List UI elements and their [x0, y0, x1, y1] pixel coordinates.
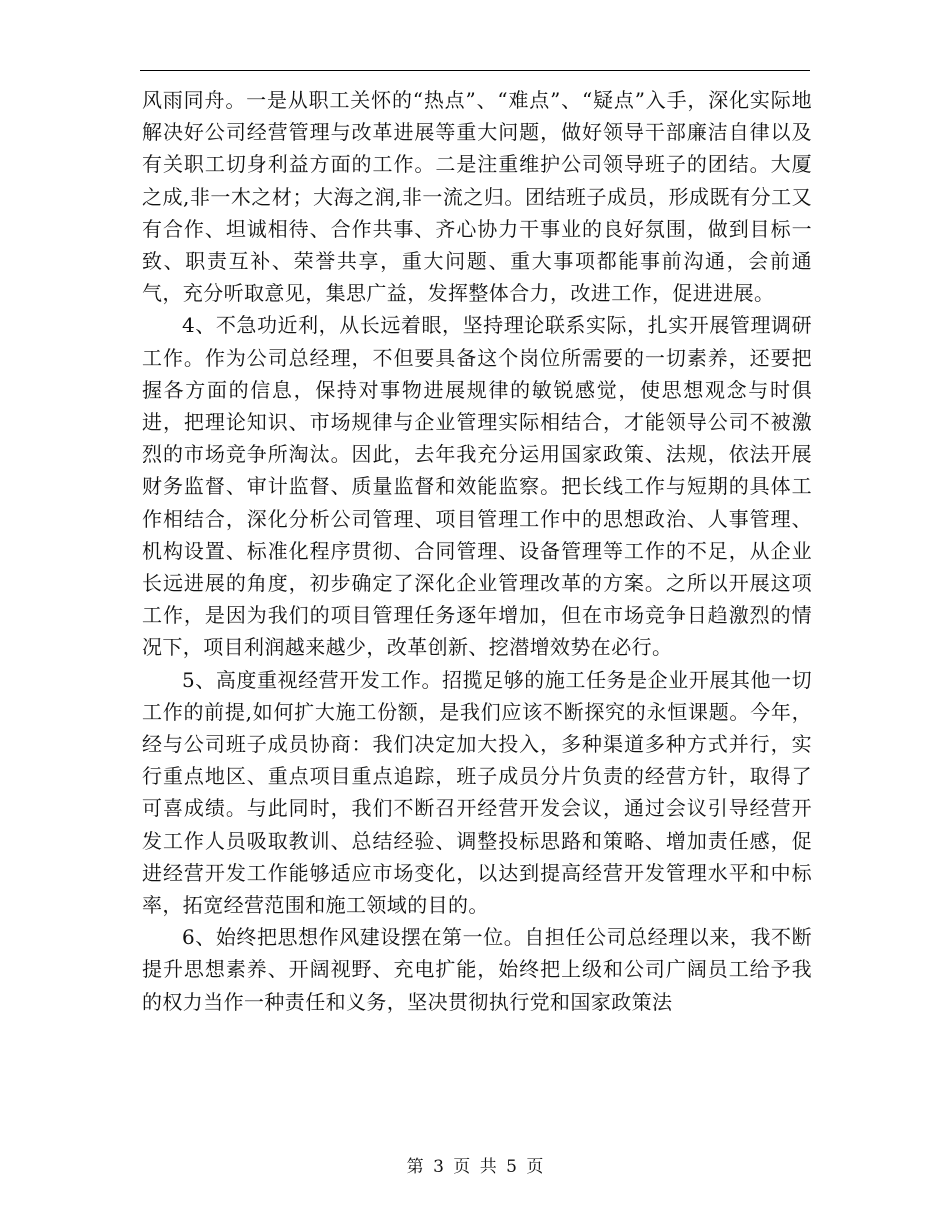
paragraph-item-5: 5、高度重视经营开发工作。招揽足够的施工任务是企业开展其他一切工作的前提,如何扩大施工份额，是我们应该不断探究的永恒课题。今年，经与公司班子成员协商：我们决定加大投入，多种渠道多种方式并行，实行重点地区、重点项目重点追踪，班子成员分片负责的经营方针，取得了可喜成绩。与此同时，我们不断召开经营开发会议，通过会议引导经营开发工作人员吸取教训、总结经验、调整投标思路和策略、增加责任感，促进经营开发工作能够适应市场变化，以达到提高经营开发管理水平和中标率，拓宽经营范围和施工领域的目的。: [142, 667, 812, 918]
page-footer: 第 3 页 共 5 页: [406, 1157, 544, 1177]
body-text: [142, 84, 812, 1018]
header-rule: [140, 70, 810, 71]
paragraph-continued: 风雨同舟。一是从职工关怀的“热点”、“难点”、“疑点”入手，深化实际地解决好公司经营管理与改革进展等重大问题，做好领导干部廉洁自律以及有关职工切身利益方面的工作。二是注重维护公司领导班子的团结。大厦之成,非一木之材；大海之润,非一流之归。团结班子成员，形成既有分工又有合作、坦诚相待、合作共事、齐心协力干事业的良好氛围，做到目标一致、职责互补、荣誉共享，重大问题、重大事项都能事前沟通，会前通气，充分听取意见，集思广益，发挥整体合力，改进工作，促进进展。: [142, 88, 812, 306]
paragraph-item-4: 4、不急功近利，从长远着眼，坚持理论联系实际，扎实开展管理调研工作。作为公司总经理，不但要具备这个岗位所需要的一切素养，还要把握各方面的信息，保持对事物进展规律的敏锐感觉，使思想观念与时俱进，把理论知识、市场规律与企业管理实际相结合，才能领导公司不被激烈的市场竞争所淘汰。因此，去年我充分运用国家政策、法规，依法开展财务监督、审计监督、质量监督和效能监察。把长线工作与短期的具体工作相结合，深化分析公司管理、项目管理工作中的思想政治、人事管理、机构设置、标准化程序贯彻、合同管理、设备管理等工作的不足，从企业长远进展的角度，初步确定了深化企业管理改革的方案。之所以开展这项工作，是因为我们的项目管理任务逐年增加，但在市场竞争日趋激烈的情况下，项目利润越来越少，改革创新、挖潜增效势在必行。: [142, 313, 812, 660]
paragraph-item-6: 6、始终把思想作风建设摆在第一位。自担任公司总经理以来，我不断提升思想素养、开阔视野、充电扩能，始终把上级和公司广阔员工给予我的权力当作一种责任和义务，坚决贯彻执行党和国家政策法: [142, 925, 812, 1014]
